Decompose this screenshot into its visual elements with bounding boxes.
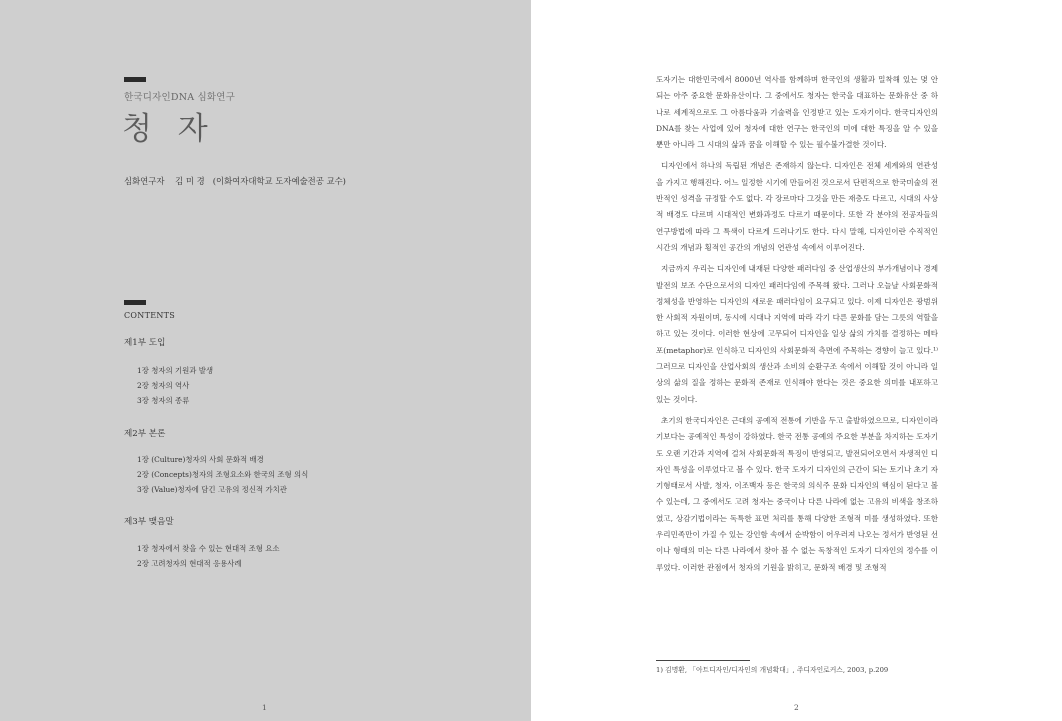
- paragraph: 초기의 한국디자인은 근대의 공예적 전통에 기반을 두고 출발하였으므로, 디자인이라기보다는 공예적인 특성이 강하였다. 한국 전통 공예의 주요한 부분을 차지하는 도자기도 오랜 기간과 지역에 걸쳐 사회문화적 특징이 반영되고, 발전되어오면서 자생적인 디자인 특성을 이루었다고 볼 수 있다. 한국 도자기 디자인의 근간이 되는 토기나 초기 자기형태로서 사발, 청자, 이조백자 등은 한국의 의식주 문화 디자인의 핵심이 된다고 볼 수 있는데, 그 중에서도 고려 청자는 중국이나 다른 나라에 없는 고유의 비색을 창조하였고, 상감기법이라는 독특한 표면 처리를 통해 다양한 조형적 미를 생성하였다. 또한 우리민족만이 가질 수 있는 강인함 속에서 순박함이 어우러져 나오는 정서가 반영된 선이나 형태의 미는 다른 나라에서 찾아 볼 수 없는 독창적인 도자기 디자인의 정수를 이루었다. 이러한 관점에서 청자의 기원을 밝히고, 문화적 배경 및 조형적: [656, 415, 938, 572]
- footnote-divider: [656, 660, 750, 661]
- title-marker-bar: [124, 77, 146, 82]
- page-number-left: 1: [262, 703, 267, 712]
- contents-label: CONTENTS: [124, 311, 176, 320]
- series-label: 한국디자인DNA 심화연구: [124, 92, 236, 103]
- footnote: 1) 김명환, 「아트디자인/디자인의 개념확대」, 주디자인로커스, 2003, p.209: [656, 666, 889, 674]
- toc-part-3[interactable]: 제3부 맺음말: [124, 517, 174, 527]
- toc-chapter[interactable]: 1장 청자에서 찾을 수 있는 현대적 조형 요소: [137, 544, 280, 553]
- toc-chapter[interactable]: 1장 (Culture)청자의 사회 문화적 배경: [137, 455, 264, 464]
- toc-chapter[interactable]: 2장 (Concepts)청자의 조형요소와 한국의 조형 의식: [137, 470, 309, 479]
- paragraph: 지금까지 우리는 디자인에 내재된 다양한 패러다임 중 산업생산의 부가개념이나 경제발전의 보조 수단으로서의 디자인 패러다임에 주목해 왔다. 그러나 오늘날 사회문화적 정체성을 반영하는 디자인의 새로운 패러다임이 요구되고 있다. 이제 디자인은 광범위한 사회적 자원이며, 동시에 시대나 지역에 따라 각기 다른 문화를 담는 그릇의 역할을 하고 있는 것이다. 이러한 현상에 고무되어 디자인을 일상 삶의 가치를 결정하는 메타포(metaphor)로 인식하고 디자인의 사회문화적 측면에 주목하는 경향이 늘고 있다.¹⁾ 그러므로 디자인을 산업사회의 생산과 소비의 순환구조 속에서 이해할 것이 아니라 일상의 삶의 질을 정하는 문화적 존재로 인식해야 한다는 것은 중요한 의미를 내포하고 있는 것이다.: [656, 264, 938, 404]
- author-line: [124, 175, 346, 187]
- paragraph: 도자기는 대한민국에서 8000년 역사를 함께하며 한국인의 생활과 밀착해 있는 몇 안 되는 아주 중요한 문화유산이다. 그 중에서도 청자는 한국을 대표하는 문화유산 중 하나로 세계적으로도 그 아름다움과 기술력을 인정받고 있는 도자기이다. 한국디자인의 DNA를 찾는 사업에 있어 청자에 대한 연구는 한국인의 미에 대한 특징을 알 수 있을 뿐만 아니라 그 시대의 삶과 꿈을 이해할 수 있는 필수불가결한 것이다.: [656, 75, 938, 150]
- toc-chapter[interactable]: 3장 청자의 종류: [137, 396, 190, 405]
- paragraph: 디자인에서 하나의 독립된 개념은 존재하지 않는다. 디자인은 전체 세계와의 연관성을 가지고 행해진다. 어느 일정한 시기에 만들어진 것으로서 단편적으로 한국미술의 전반적인 성격을 규정할 수도 없다. 각 장르마다 그것을 만든 재층도 다르고, 시대의 사상적 배경도 다르며 시대적인 변화과정도 다르기 때문이다. 또한 각 분야의 전공자들의 연구방법에 따라 그 특색이 다르게 드러나기도 한다. 다시 말해, 디자인이란 수직적인 시간의 개념과 횡적인 공간의 개념의 연관성 속에서 이루어진다.: [656, 161, 938, 252]
- page-number-right: 2: [794, 703, 799, 712]
- document-title: 청 자: [122, 111, 216, 147]
- body-text: [656, 72, 938, 581]
- toc-chapter[interactable]: 3장 (Value)청자에 담긴 고유의 정신적 가치관: [137, 485, 287, 494]
- author-role: 심화연구자: [124, 176, 165, 186]
- toc-chapter[interactable]: 2장 고려청자의 현대적 응용사례: [137, 559, 242, 568]
- toc-chapter[interactable]: 1장 청자의 기원과 발생: [137, 366, 214, 375]
- toc-part-1[interactable]: 제1부 도입: [124, 338, 166, 348]
- author-name: 김 미 경: [175, 176, 205, 186]
- toc-part-2[interactable]: 제2부 본론: [124, 429, 166, 439]
- toc-chapter[interactable]: 2장 청자의 역사: [137, 381, 190, 390]
- contents-marker-bar: [124, 300, 146, 305]
- author-affiliation: (이화여자대학교 도자예술전공 교수): [212, 176, 346, 186]
